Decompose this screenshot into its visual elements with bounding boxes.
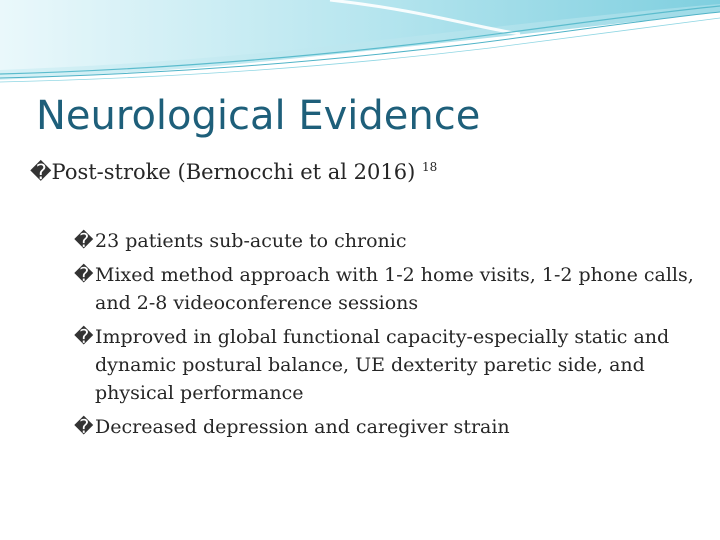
slide-title: Neurological Evidence (36, 93, 481, 139)
sub-bullet-text: Decreased depression and caregiver strain (95, 416, 510, 438)
main-bullet-item (30, 155, 437, 189)
bullet-icon: � (74, 264, 94, 286)
bullet-icon: � (74, 416, 94, 438)
main-bullet-text: Post-stroke (Bernocchi et al 2016) (51, 160, 422, 184)
sub-bullet-item (74, 261, 694, 317)
sub-bullet-text: Improved in global functional capacity-especially static and dynamic postural balance, UE dexterity paretic side, and physical performance (95, 326, 670, 404)
bullet-icon: � (74, 230, 94, 252)
bullet-icon: � (30, 160, 52, 184)
bullet-icon: � (74, 326, 94, 348)
sub-bullet-text: Mixed method approach with 1-2 home visits, 1-2 phone calls, and 2-8 videoconference sessions (95, 264, 694, 314)
header-wave-decoration (0, 0, 720, 90)
sub-bullet-item (74, 413, 694, 441)
sub-bullet-item (74, 227, 694, 255)
sub-bullet-list (74, 227, 694, 447)
wave-band-front (0, 0, 720, 70)
citation-superscript: 18 (421, 160, 438, 174)
sub-bullet-item (74, 323, 694, 407)
sub-bullet-text: 23 patients sub-acute to chronic (95, 230, 407, 252)
